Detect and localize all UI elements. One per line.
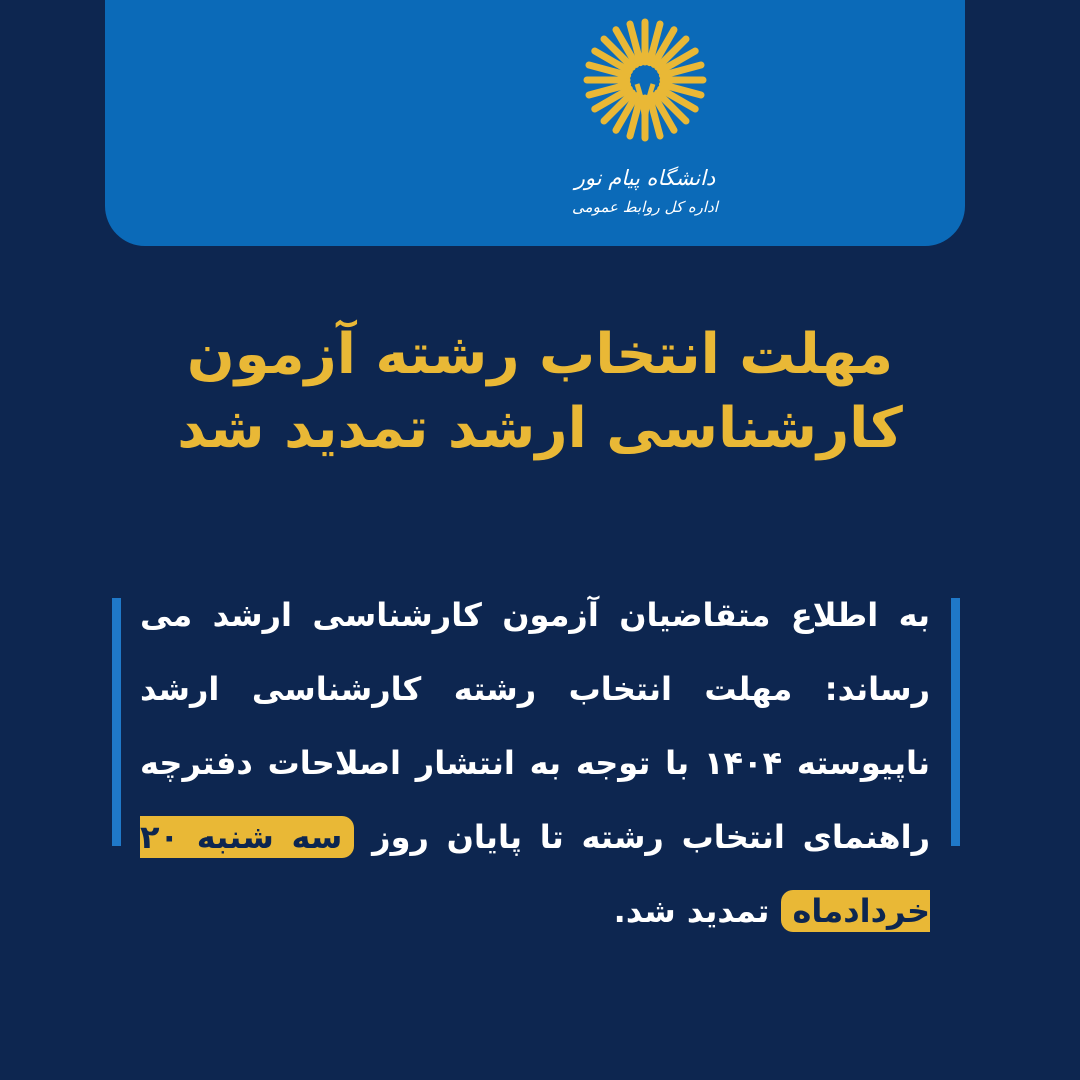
header-banner [105, 0, 965, 246]
university-logo [565, 18, 725, 238]
sunburst-logo-icon [565, 18, 725, 168]
title-line-1: مهلت انتخاب رشته آزمون [186, 322, 894, 387]
decorative-bar-left [112, 598, 121, 846]
announcement-ending: تمدید شد. [613, 892, 770, 930]
logo-university-name: دانشگاه پیام نور [574, 166, 716, 190]
announcement-text [140, 578, 930, 948]
page-title [110, 318, 970, 467]
logo-department-name: اداره کل روابط عمومی [572, 198, 718, 216]
decorative-bar-right [951, 598, 960, 846]
announcement-body: به اطلاع متقاضیان آزمون کارشناسی ارشد می رساند: مهلت انتخاب رشته کارشناسی ارشد ناپیوسته ۱۴۰۴ با توجه به انتشار اصلاحات دفترچه راهنمای انتخاب رشته تا پایان روز [140, 596, 931, 856]
title-line-2: کارشناسی ارشد تمدید شد [177, 396, 903, 462]
deadline-highlight: سه شنبه ۲۰ خردادماه [140, 818, 930, 930]
